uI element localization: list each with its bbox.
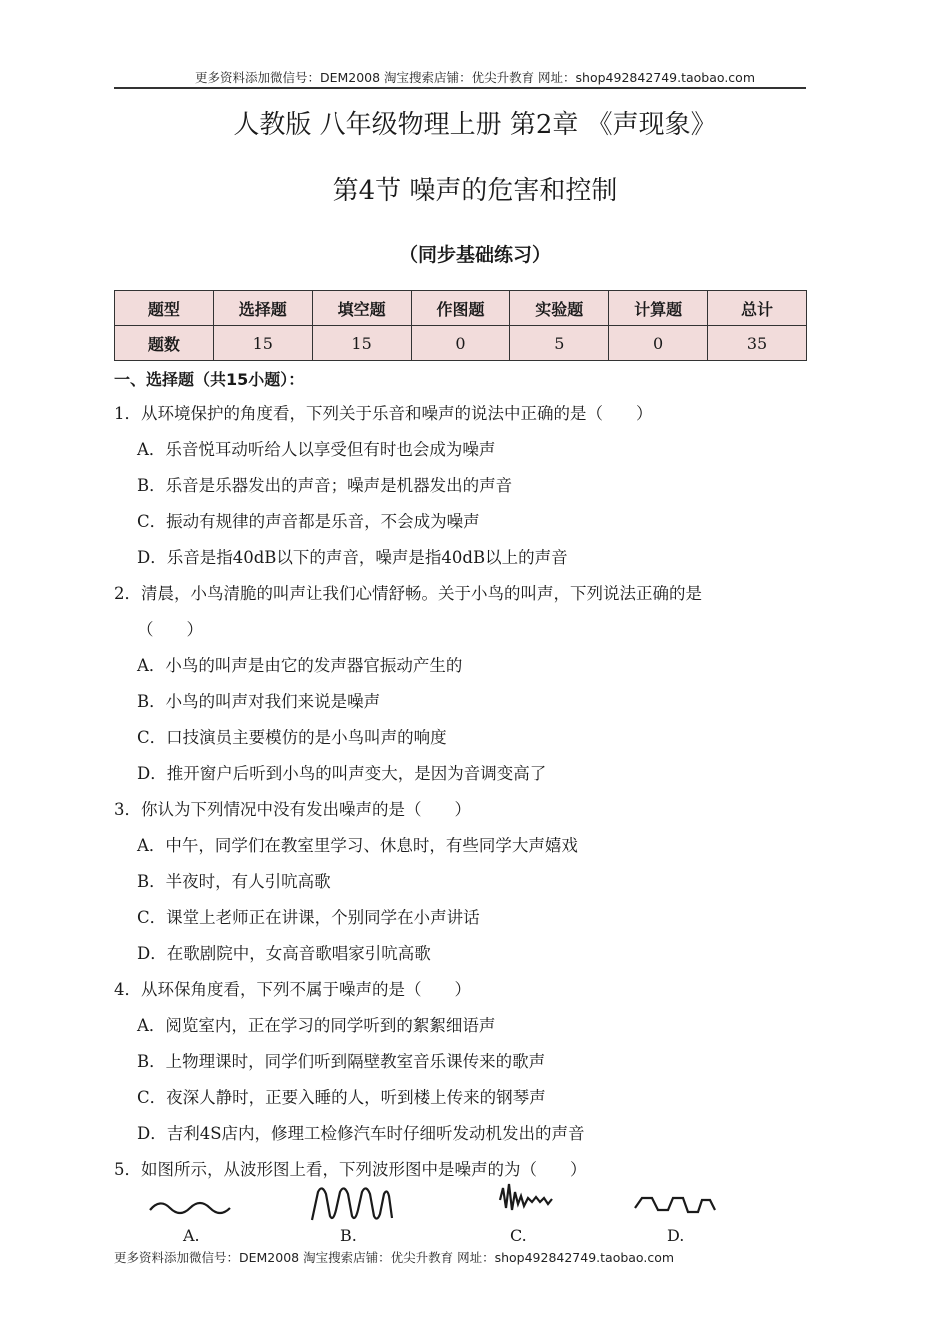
question-type-table [114, 290, 807, 361]
option-a: A．乐音悦耳动听给人以享受但有时也会成为噪声 [137, 440, 496, 459]
table-cell: 15 [312, 326, 411, 361]
table-cell: 5 [510, 326, 609, 361]
table-header-cell: 填空题 [312, 291, 411, 326]
option-b: B．乐音是乐器发出的声音；噪声是机器发出的声音 [137, 476, 513, 495]
table-header-cell: 题型 [115, 291, 214, 326]
page-header: 更多资料添加微信号：DEM2008 淘宝搜索店铺：优尖升教育 网址：shop492842749.taobao.com [194, 70, 756, 85]
option-c: C．课堂上老师正在讲课，个别同学在小声讲话 [137, 908, 480, 927]
table-header-cell: 选择题 [213, 291, 312, 326]
table-cell: 35 [708, 326, 807, 361]
option-d: D．推开窗户后听到小鸟的叫声变大，是因为音调变高了 [137, 764, 547, 783]
question-stem: 2．清晨，小鸟清脆的叫声让我们心情舒畅。关于小鸟的叫声，下列说法正确的是 [114, 584, 702, 603]
waveform-b [312, 1188, 392, 1220]
waveform-c [500, 1184, 552, 1210]
question-stem: 4．从环保角度看，下列不属于噪声的是（ ） [114, 980, 471, 999]
subtitle: （同步基础练习） [398, 244, 551, 266]
table-header-row [115, 291, 807, 326]
question-stem: 5．如图所示，从波形图上看，下列波形图中是噪声的为（ ） [114, 1160, 587, 1179]
table-cell: 0 [411, 326, 510, 361]
question-stem: 1．从环境保护的角度看，下列关于乐音和噪声的说法中正确的是（ ） [114, 404, 653, 423]
figure-label-c: C. [510, 1226, 527, 1245]
option-c: C．振动有规律的声音都是乐音，不会成为噪声 [137, 512, 480, 531]
table-row [115, 326, 807, 361]
option-c: C．口技演员主要模仿的是小鸟叫声的响度 [137, 728, 447, 747]
document-title: 人教版 八年级物理上册 第2章 《声现象》 [233, 110, 717, 140]
option-c: C．夜深人静时，正要入睡的人，听到楼上传来的钢琴声 [137, 1088, 546, 1107]
table-cell: 15 [213, 326, 312, 361]
table-header-cell: 计算题 [609, 291, 708, 326]
table-row-label: 题数 [115, 326, 214, 361]
section-heading: 一、选择题（共15小题）： [114, 370, 305, 389]
option-a: A．阅览室内，正在学习的同学听到的絮絮细语声 [137, 1016, 496, 1035]
option-d: D．在歌剧院中，女高音歌唱家引吭高歌 [137, 944, 431, 963]
figure-label-a: A. [183, 1226, 200, 1245]
question-stem-continued: （ ） [137, 620, 203, 639]
waveform-a [150, 1203, 230, 1213]
option-a: A．中午，同学们在教室里学习、休息时，有些同学大声嬉戏 [137, 836, 578, 855]
figure-label-d: D. [667, 1226, 685, 1245]
page-footer: 更多资料添加微信号：DEM2008 淘宝搜索店铺：优尖升教育 网址：shop492842749.taobao.com [114, 1250, 675, 1265]
figure-label-b: B. [340, 1226, 357, 1245]
waveform-d [635, 1198, 715, 1212]
table-header-cell: 实验题 [510, 291, 609, 326]
option-d: D．乐音是指40dB以下的声音，噪声是指40dB以上的声音 [137, 548, 568, 567]
option-b: B．上物理课时，同学们听到隔壁教室音乐课传来的歌声 [137, 1052, 546, 1071]
option-b: B．半夜时，有人引吭高歌 [137, 872, 331, 891]
table-cell: 0 [609, 326, 708, 361]
question-stem: 3．你认为下列情况中没有发出噪声的是（ ） [114, 800, 471, 819]
section-title: 第4节 噪声的危害和控制 [332, 176, 618, 206]
option-b: B．小鸟的叫声对我们来说是噪声 [137, 692, 381, 711]
table-header-cell: 总计 [708, 291, 807, 326]
header-divider [114, 87, 806, 89]
table-header-cell: 作图题 [411, 291, 510, 326]
option-a: A．小鸟的叫声是由它的发声器官振动产生的 [137, 656, 463, 675]
waveform-figure [140, 1180, 740, 1226]
option-d: D．吉利4S店内，修理工检修汽车时仔细听发动机发出的声音 [137, 1124, 585, 1143]
